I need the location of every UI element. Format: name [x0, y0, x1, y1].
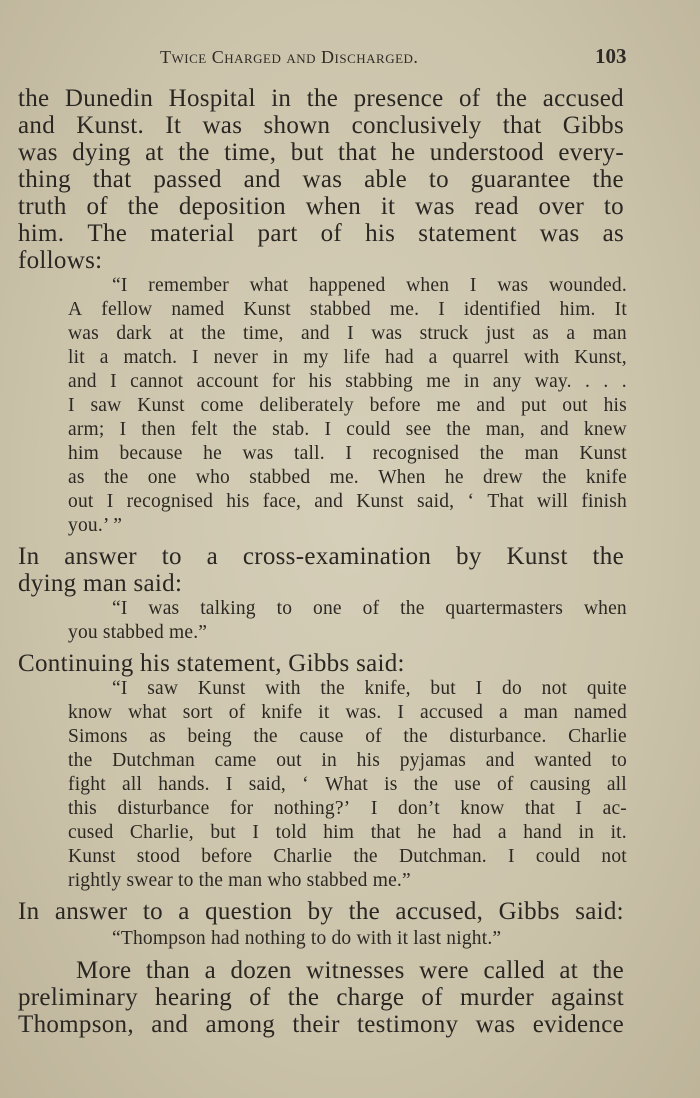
quoted-line: fight all hands. I said, ‘ What is the use of causing all: [68, 774, 627, 795]
quoted-line: “I was talking to one of the quartermasters when: [112, 598, 627, 619]
text-line: More than a dozen witnesses were called at the: [76, 957, 624, 984]
quoted-line: I saw Kunst come deliberately before me and put out his: [68, 395, 627, 416]
quoted-line: you.’ ”: [68, 515, 123, 536]
running-head: [0, 44, 700, 74]
quoted-line: this disturbance for nothing?’ I don’t know that I ac-: [68, 798, 627, 819]
quoted-line: him because he was tall. I recognised the man Kunst: [68, 443, 627, 464]
quoted-line: and I cannot account for his stabbing me in any way. . . .: [68, 371, 627, 392]
quoted-line: arm; I then felt the stab. I could see the man, and knew: [68, 419, 627, 440]
quoted-line: as the one who stabbed me. When he drew the knife: [68, 467, 627, 488]
quoted-line: was dark at the time, and I was struck just as a man: [68, 323, 627, 344]
quoted-line: rightly swear to the man who stabbed me.”: [68, 870, 411, 891]
text-line: preliminary hearing of the charge of murder against: [18, 984, 624, 1011]
quoted-line: Kunst stood before Charlie the Dutchman. I could not: [68, 846, 627, 867]
quoted-line: “Thompson had nothing to do with it last night.”: [112, 928, 502, 949]
text-line: thing that passed and was able to guarantee the: [18, 166, 624, 193]
text-line: In answer to a cross-examination by Kunst the: [18, 543, 624, 570]
text-line: Continuing his statement, Gibbs said:: [18, 650, 405, 677]
text-line: him. The material part of his statement was as: [18, 220, 624, 247]
quoted-line: “I remember what happened when I was wounded.: [112, 275, 627, 296]
quoted-line: cused Charlie, but I told him that he had a hand in it.: [68, 822, 627, 843]
quoted-line: Simons as being the cause of the disturbance. Charlie: [68, 726, 627, 747]
text-line: Thompson, and among their testimony was evidence: [18, 1011, 624, 1038]
running-title: Twice Charged and Discharged.: [160, 47, 419, 67]
quoted-line: lit a match. I never in my life had a quarrel with Kunst,: [68, 347, 627, 368]
text-line: dying man said:: [18, 570, 183, 597]
quoted-line: know what sort of knife it was. I accused a man named: [68, 702, 627, 723]
quoted-line: A fellow named Kunst stabbed me. I identified him. It: [68, 299, 627, 320]
text-line: and Kunst. It was shown conclusively that Gibbs: [18, 112, 624, 139]
page-number: 103: [595, 44, 627, 68]
text-line: was dying at the time, but that he understood every-: [18, 139, 624, 166]
quoted-line: “I saw Kunst with the knife, but I do not quite: [112, 678, 627, 699]
text-line: truth of the deposition when it was read over to: [18, 193, 624, 220]
quoted-line: out I recognised his face, and Kunst said, ‘ That will finish: [68, 491, 627, 512]
quoted-line: the Dutchman came out in his pyjamas and wanted to: [68, 750, 627, 771]
text-line: In answer to a question by the accused, Gibbs said:: [18, 898, 624, 925]
text-line: follows:: [18, 247, 103, 274]
quoted-line: you stabbed me.”: [68, 622, 208, 643]
text-line: the Dunedin Hospital in the presence of the accused: [18, 85, 624, 112]
